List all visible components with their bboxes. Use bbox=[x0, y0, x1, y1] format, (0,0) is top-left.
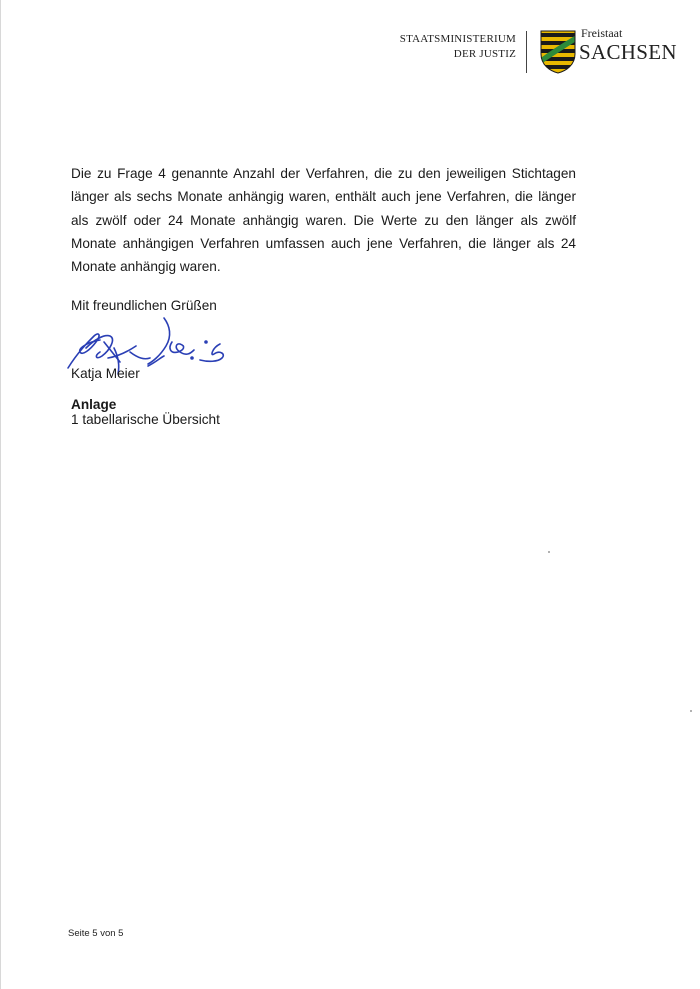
attachment-item: 1 tabellarische Übersicht bbox=[71, 412, 220, 427]
state-label-large: SACHSEN bbox=[579, 40, 677, 64]
ministry-line-2: DER JUSTIZ bbox=[453, 48, 516, 60]
header-divider bbox=[526, 31, 527, 73]
ministry-name bbox=[400, 32, 516, 62]
scan-speck bbox=[548, 551, 550, 553]
signer-name: Katja Meier bbox=[71, 366, 140, 381]
page-edge bbox=[0, 0, 1, 989]
scan-speck bbox=[690, 710, 692, 712]
page-number: Seite 5 von 5 bbox=[68, 928, 124, 939]
saxony-coat-of-arms-icon bbox=[540, 30, 576, 74]
state-label-small: Freistaat bbox=[581, 26, 623, 40]
attachment-heading: Anlage bbox=[71, 397, 117, 412]
ministry-line-1: STAATSMINISTERIUM bbox=[399, 33, 516, 45]
closing-salutation: Mit freundlichen Grüßen bbox=[71, 298, 217, 313]
letter-body-paragraph: Die zu Frage 4 genannte Anzahl der Verfahren, die zu den jeweiligen Stichtagen länger als sechs Monate anhängig waren, enthält auch jene Verfahren, die länger als zwölf oder 24 Monate anhängig waren. Die Werte zu den länger als zwölf Monate anhängigen Verfahren umfassen auch jene Verfahren, die länger als 24 Monate anhängig waren. bbox=[71, 166, 576, 275]
